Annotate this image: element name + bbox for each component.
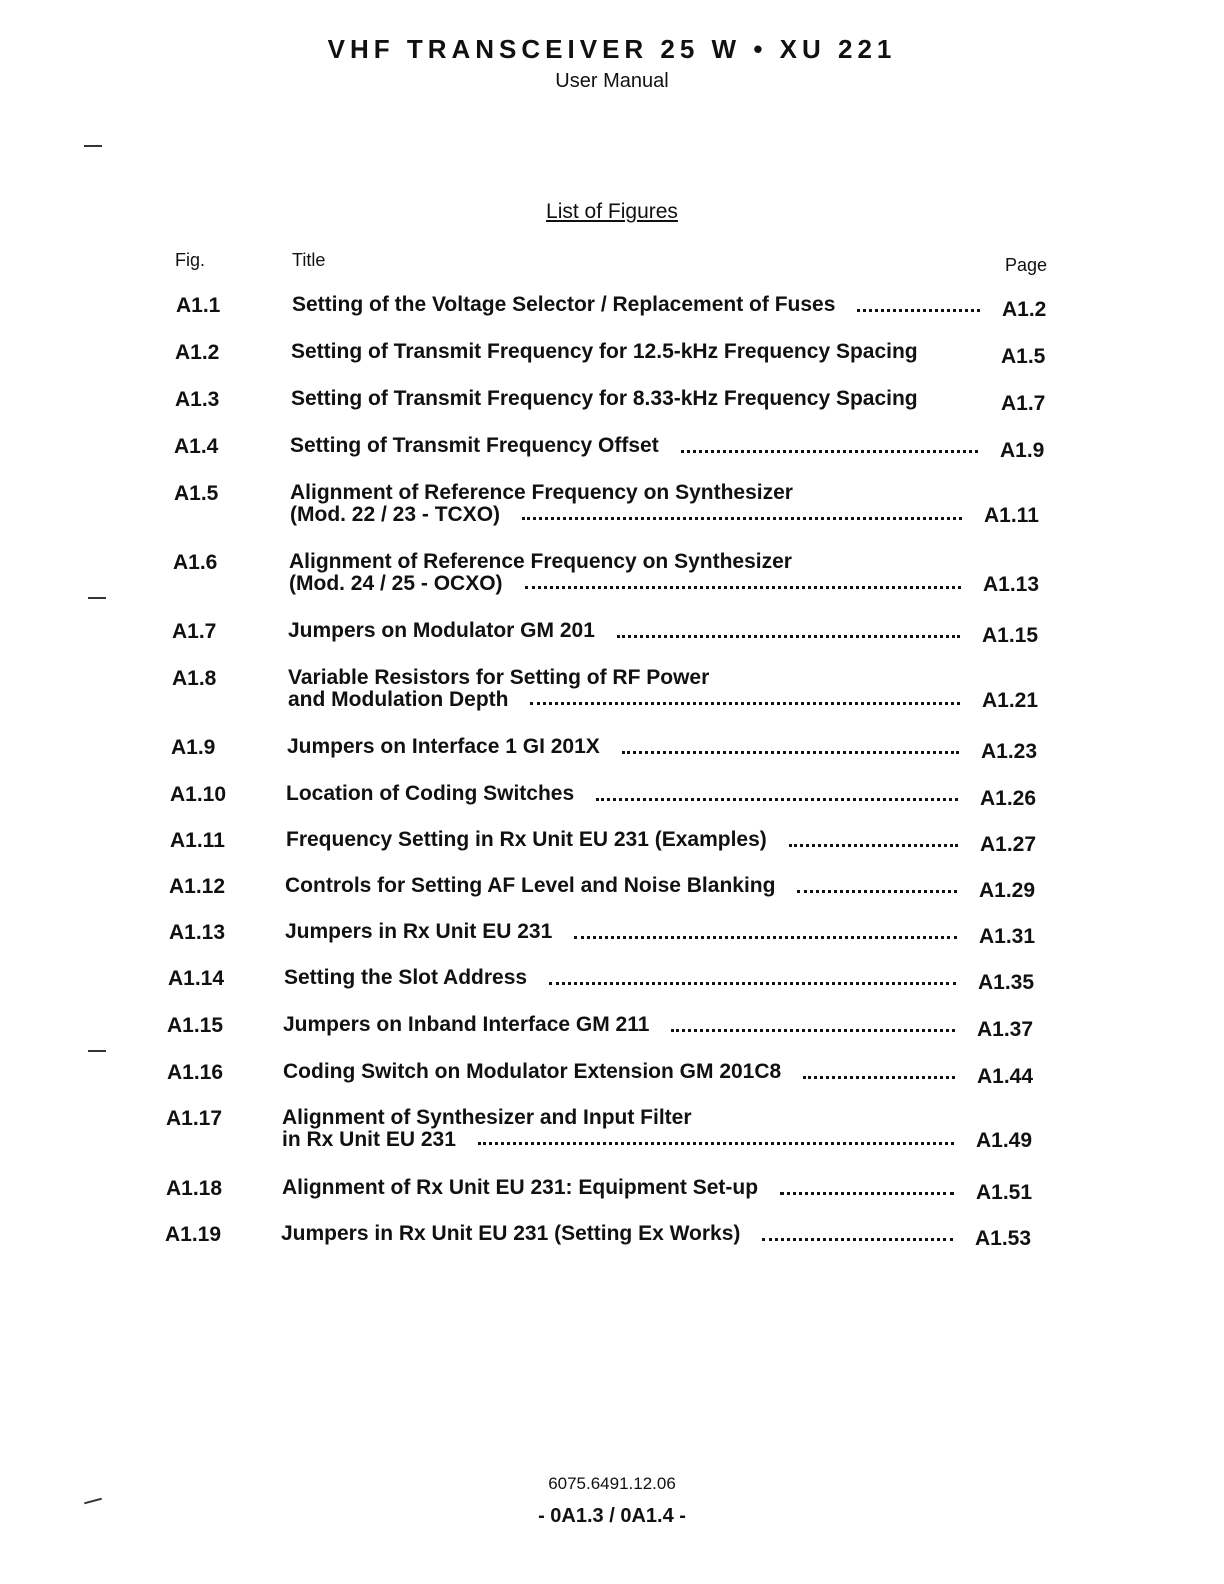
dot-leader (671, 1019, 955, 1032)
figure-title-line: (Mod. 22 / 23 - TCXO) (290, 503, 501, 526)
figure-entry (172, 663, 1043, 723)
figure-title-line: Setting of Transmit Frequency for 12.5-kHz Frequency Spacing (291, 340, 918, 363)
column-header-page: Page (1005, 255, 1048, 275)
figure-page: A1.7 (1001, 392, 1046, 415)
figure-title-line: Jumpers in Rx Unit EU 231 (285, 920, 553, 943)
figure-page: A1.35 (978, 971, 1035, 994)
figure-number: A1.9 (171, 736, 216, 759)
dot-leader (522, 507, 962, 520)
dot-leader (803, 1066, 955, 1079)
figure-page: A1.51 (976, 1181, 1033, 1204)
figure-page: A1.2 (1002, 298, 1047, 321)
dot-leader (681, 440, 978, 453)
figure-page: A1.53 (975, 1227, 1032, 1250)
figure-number: A1.5 (174, 482, 219, 505)
figure-page: A1.15 (982, 624, 1039, 647)
figure-title-line: Variable Resistors for Setting of RF Power (288, 666, 710, 689)
figure-entry (165, 1219, 1032, 1279)
figure-page: A1.37 (977, 1018, 1034, 1041)
figure-page: A1.31 (979, 925, 1036, 948)
figure-title (286, 829, 767, 851)
figure-title (283, 1061, 781, 1083)
figure-page: A1.5 (1001, 345, 1046, 368)
figure-title (285, 921, 552, 943)
figure-number: A1.10 (170, 783, 227, 806)
figure-number: A1.4 (174, 435, 219, 458)
figure-number: A1.15 (167, 1014, 224, 1037)
figure-title (291, 341, 918, 363)
dot-leader (857, 299, 980, 312)
figure-title (283, 1014, 649, 1036)
document-title: VHF TRANSCEIVER 25 W • XU 221 (327, 34, 897, 64)
figure-title (282, 1177, 758, 1199)
figure-title (287, 736, 600, 758)
figure-entry (173, 547, 1045, 607)
dot-leader (574, 926, 957, 939)
figure-title-line: Alignment of Synthesizer and Input Filter (282, 1106, 692, 1129)
figure-entry (174, 478, 1047, 538)
figure-page: A1.21 (982, 689, 1039, 712)
scan-mark (88, 597, 106, 599)
figure-title-line: Jumpers on Inband Interface GM 211 (283, 1013, 650, 1036)
scan-mark (84, 1498, 102, 1505)
figure-title-line: Jumpers on Interface 1 GI 201X (287, 735, 600, 758)
figure-page: A1.49 (976, 1129, 1033, 1152)
figure-page: A1.27 (980, 833, 1037, 856)
figure-title-line: Frequency Setting in Rx Unit EU 231 (Examples) (286, 828, 767, 851)
page-number: - 0A1.3 / 0A1.4 - (538, 1505, 686, 1527)
dot-leader (549, 972, 956, 985)
figure-title-line: Alignment of Rx Unit EU 231: Equipment Set-up (282, 1176, 759, 1199)
figure-title (286, 783, 574, 805)
figure-title (290, 435, 659, 457)
figure-number: A1.3 (175, 388, 220, 411)
figure-title-line: (Mod. 24 / 25 - OCXO) (289, 572, 503, 595)
figure-number: A1.6 (173, 551, 218, 574)
section-title: List of Figures (546, 200, 678, 223)
figure-number: A1.7 (172, 620, 217, 643)
figure-title-line: Jumpers in Rx Unit EU 231 (Setting Ex Works) (281, 1222, 741, 1245)
figure-page: A1.23 (981, 740, 1038, 763)
figure-title-line: Alignment of Reference Frequency on Synthesizer (289, 550, 792, 573)
figure-number: A1.13 (169, 921, 226, 944)
figure-number: A1.17 (166, 1107, 223, 1130)
dot-leader (797, 880, 957, 893)
figure-title (288, 620, 595, 642)
figure-number: A1.18 (166, 1177, 223, 1200)
figure-title-line: Location of Coding Switches (286, 782, 575, 805)
dot-leader (478, 1132, 954, 1145)
figure-page: A1.29 (979, 879, 1036, 902)
figure-title-line: Setting of the Voltage Selector / Replacement of Fuses (292, 293, 836, 316)
scan-mark (88, 1050, 106, 1052)
figure-page: A1.11 (984, 504, 1039, 527)
dot-leader (525, 576, 961, 589)
figure-title-line: Controls for Setting AF Level and Noise Blanking (285, 874, 776, 897)
scan-mark (84, 145, 102, 147)
figure-title-line: Jumpers on Modulator GM 201 (288, 619, 595, 642)
column-header-fig: Fig. (175, 250, 206, 270)
dot-leader (762, 1228, 953, 1241)
figure-number: A1.16 (167, 1061, 224, 1084)
figure-title-line: Coding Switch on Modulator Extension GM 201C8 (283, 1060, 782, 1083)
column-header-title: Title (292, 250, 326, 270)
figure-number: A1.1 (176, 294, 221, 317)
figure-title-line: and Modulation Depth (288, 688, 509, 711)
dot-leader (789, 834, 958, 847)
dot-leader (617, 625, 960, 638)
figure-number: A1.8 (172, 667, 217, 690)
figure-title-line: Setting the Slot Address (284, 966, 528, 989)
figure-title (291, 388, 918, 410)
figure-number: A1.19 (165, 1223, 222, 1246)
figure-title (281, 1223, 740, 1245)
figure-title (292, 294, 835, 316)
document-number: 6075.6491.12.06 (548, 1474, 676, 1493)
figure-number: A1.12 (169, 875, 226, 898)
dot-leader (530, 692, 960, 705)
figure-title-line: in Rx Unit EU 231 (282, 1128, 456, 1151)
dot-leader (596, 788, 958, 801)
dot-leader (780, 1182, 954, 1195)
figure-title (284, 967, 527, 989)
figure-page: A1.26 (980, 787, 1037, 810)
figure-title-line: Setting of Transmit Frequency Offset (290, 434, 659, 457)
figure-title-line: Alignment of Reference Frequency on Synthesizer (290, 481, 793, 504)
figure-number: A1.2 (175, 341, 220, 364)
figure-number: A1.14 (168, 967, 225, 990)
figure-page: A1.44 (977, 1065, 1034, 1088)
figure-number: A1.11 (170, 829, 225, 852)
figure-page: A1.9 (1000, 439, 1045, 462)
figure-entry (166, 1103, 1031, 1163)
figure-title-line: Setting of Transmit Frequency for 8.33-kHz Frequency Spacing (291, 387, 918, 410)
document-subtitle: User Manual (555, 70, 669, 92)
figure-page: A1.13 (983, 573, 1040, 596)
figure-title (285, 875, 775, 897)
dot-leader (622, 741, 959, 754)
